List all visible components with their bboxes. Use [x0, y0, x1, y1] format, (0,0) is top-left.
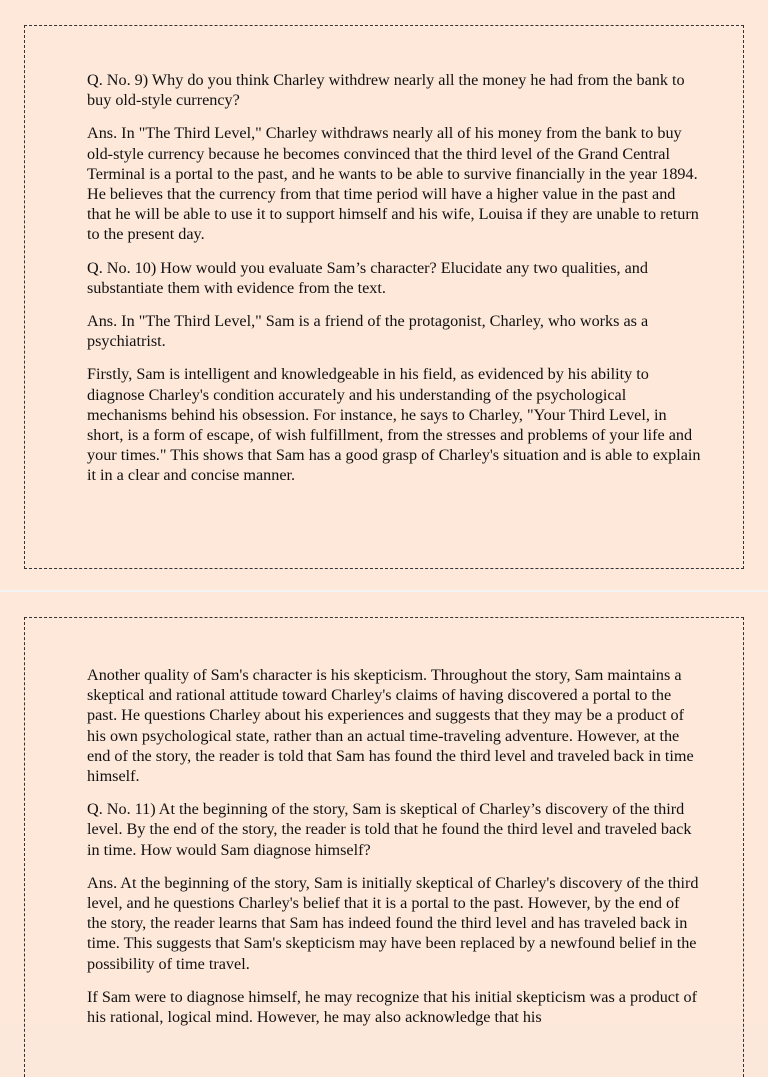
answer-10-intro: Ans. In "The Third Level," Sam is a friend of the protagonist, Charley, who works as a psychiatrist. [87, 312, 649, 351]
page-1-text-content [87, 70, 702, 499]
answer-9: Ans. In "The Third Level," Charley withdraws nearly all of his money from the bank to buy old-style currency because he becomes convinced that the third level of the Grand Central Terminal is a portal to the past, and he wants to be able to survive financially in the year 1894. He believes that the currency from that time period will have a higher value in the past and that he will be able to use it to support himself and his wife, Louisa if they are unable to return to the present day. [87, 124, 699, 244]
question-10: Q. No. 10) How would you evaluate Sam’s character? Elucidate any two qualities, and substantiate them with evidence from the text. [87, 258, 648, 297]
answer-10-first-quality: Firstly, Sam is intelligent and knowledgeable in his field, as evidenced by his ability to diagnose Charley's condition accurately and his understanding of the psychological mechanisms behind his obsession. For instance, he says to Charley, "Your Third Level, in short, is a form of escape, of wish fulfillment, from the stresses and problems of your life and your times." This shows that Sam has a good grasp of Charley's situation and is able to explain it in a clear and concise manner. [87, 365, 701, 485]
answer-11-diagnosis: If Sam were to diagnose himself, he may recognize that his initial skepticism was a product of his rational, logical mind. However, he may also acknowledge that his [87, 987, 698, 1027]
page-2-text-content [87, 665, 702, 1040]
document-page-2 [0, 592, 768, 1027]
answer-10-second-quality: Another quality of Sam's character is his skepticism. Throughout the story, Sam maintains a skeptical and rational attitude toward Charley's claims of having discovered a portal to the past. He questions Charley about his experiences and suggests that they may be a product of his own psychological state, rather than an actual time-traveling adventure. However, at the end of the story, the reader is told that Sam has found the third level and traveled back in time himself. [87, 666, 694, 786]
question-11: Q. No. 11) At the beginning of the story, Sam is skeptical of Charley’s discovery of the third level. By the end of the story, the reader is told that he found the third level and traveled back in time. How would Sam diagnose himself? [87, 800, 692, 859]
answer-11: Ans. At the beginning of the story, Sam is initially skeptical of Charley's discovery of the third level, and he questions Charley's belief that it is a portal to the past. However, by the end of the story, the reader learns that Sam has indeed found the third level and has traveled back in time. This suggests that Sam's skepticism may have been replaced by a newfound belief in the possibility of time travel. [87, 873, 699, 973]
question-9: Q. No. 9) Why do you think Charley withdrew nearly all the money he had from the bank to buy old-style currency? [87, 71, 685, 110]
